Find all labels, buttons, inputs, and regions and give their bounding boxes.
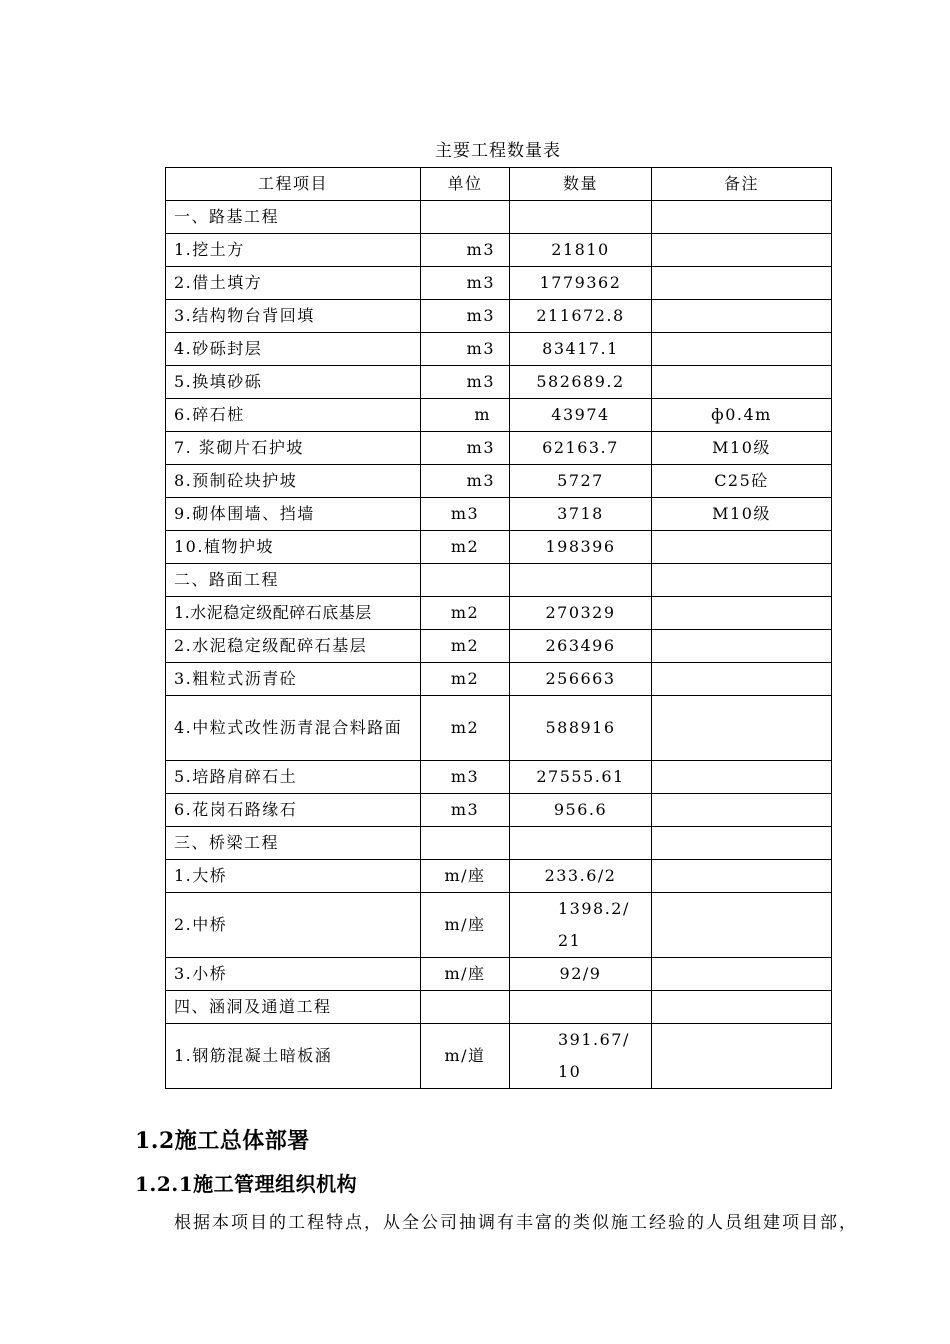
quantity-cell: 43974 [510,399,652,432]
table-row [166,234,832,267]
note-cell [652,1024,832,1089]
note-cell [652,300,832,333]
table-row [166,597,832,630]
note-cell [652,201,832,234]
unit-cell: m3 [421,267,510,300]
item-cell: 一、路基工程 [166,201,421,234]
note-cell: ф0.4m [652,399,832,432]
note-cell [652,630,832,663]
unit-cell: m2 [421,663,510,696]
table-row [166,366,832,399]
note-cell [652,366,832,399]
quantity-cell: 211672.8 [510,300,652,333]
item-cell: 4.中粒式改性沥青混合料路面 [166,696,421,761]
item-cell: 2.中桥 [166,893,421,958]
item-cell: 2.水泥稳定级配碎石基层 [166,630,421,663]
unit-cell: m/座 [421,958,510,991]
unit-cell: m3 [421,498,510,531]
column-header: 备注 [652,168,832,201]
note-cell [652,267,832,300]
quantity-cell [510,564,652,597]
quantity-cell: 27555.61 [510,761,652,794]
quantity-cell: 270329 [510,597,652,630]
quantity-cell: 21810 [510,234,652,267]
quantity-cell [510,201,652,234]
quantity-cell: 1398.2/21 [510,893,652,958]
table-row [166,465,832,498]
item-cell: 3.结构物台背回填 [166,300,421,333]
quantity-cell: 62163.7 [510,432,652,465]
note-cell: M10级 [652,432,832,465]
note-cell: M10级 [652,498,832,531]
item-cell: 3.粗粒式沥青砼 [166,663,421,696]
column-header: 工程项目 [166,168,421,201]
unit-cell: m3 [421,234,510,267]
table-row [166,333,832,366]
note-cell [652,958,832,991]
item-cell: 1.钢筋混凝土暗板涵 [166,1024,421,1089]
table-row [166,663,832,696]
item-cell: 7. 浆砌片石护坡 [166,432,421,465]
item-cell: 8.预制砼块护坡 [166,465,421,498]
unit-cell [421,827,510,860]
quantity-cell: 263496 [510,630,652,663]
unit-cell: m/座 [421,893,510,958]
unit-cell: m2 [421,531,510,564]
note-cell [652,663,832,696]
unit-cell: m2 [421,630,510,663]
table-row [166,991,832,1024]
item-cell: 10.植物护坡 [166,531,421,564]
note-cell [652,696,832,761]
item-cell: 2.借土填方 [166,267,421,300]
quantity-cell: 92/9 [510,958,652,991]
table-row [166,860,832,893]
note-cell [652,991,832,1024]
unit-cell: m3 [421,300,510,333]
note-cell [652,234,832,267]
unit-cell [421,201,510,234]
quantity-cell [510,827,652,860]
item-cell: 四、涵洞及通道工程 [166,991,421,1024]
column-header: 单位 [421,168,510,201]
unit-cell: m3 [421,432,510,465]
table-row [166,267,832,300]
table-row [166,827,832,860]
unit-cell: m/道 [421,1024,510,1089]
note-cell [652,761,832,794]
quantity-cell: 3718 [510,498,652,531]
item-cell: 6.碎石桩 [166,399,421,432]
unit-cell: m3 [421,794,510,827]
table-row [166,630,832,663]
item-cell: 1.水泥稳定级配碎石底基层 [166,597,421,630]
table-row [166,564,832,597]
quantity-cell: 582689.2 [510,366,652,399]
quantity-cell [510,991,652,1024]
table-row [166,893,832,958]
quantity-cell: 233.6/2 [510,860,652,893]
table-row [166,696,832,761]
note-cell [652,860,832,893]
unit-cell: m [421,399,510,432]
table-row [166,761,832,794]
table-row [166,498,832,531]
section-heading-1-2: 1.2施工总体部署 [135,1128,310,1154]
unit-cell: m3 [421,761,510,794]
unit-cell [421,564,510,597]
quantity-cell: 956.6 [510,794,652,827]
note-cell [652,531,832,564]
table-row [166,794,832,827]
quantity-cell: 5727 [510,465,652,498]
table-row [166,399,832,432]
table-row [166,432,832,465]
item-cell: 5.换填砂砾 [166,366,421,399]
note-cell: C25砼 [652,465,832,498]
note-cell [652,333,832,366]
table-row [166,300,832,333]
unit-cell: m2 [421,597,510,630]
quantity-cell: 391.67/10 [510,1024,652,1089]
unit-cell: m3 [421,366,510,399]
quantity-table [165,167,832,1089]
table-row [166,531,832,564]
note-cell [652,827,832,860]
note-cell [652,893,832,958]
table-row [166,201,832,234]
table-title: 主要工程数量表 [435,141,561,161]
item-cell: 1.挖土方 [166,234,421,267]
body-paragraph: 根据本项目的工程特点，从全公司抽调有丰富的类似施工经验的人员组建项目部， [174,1213,858,1233]
table-header-row [166,168,832,201]
quantity-cell: 198396 [510,531,652,564]
table-row [166,1024,832,1089]
section-heading-1-2-1: 1.2.1施工管理组织机构 [135,1172,358,1196]
quantity-cell: 1779362 [510,267,652,300]
note-cell [652,794,832,827]
quantity-cell: 83417.1 [510,333,652,366]
item-cell: 4.砂砾封层 [166,333,421,366]
column-header: 数量 [510,168,652,201]
item-cell: 6.花岗石路缘石 [166,794,421,827]
item-cell: 5.培路肩碎石土 [166,761,421,794]
item-cell: 9.砌体围墙、挡墙 [166,498,421,531]
item-cell: 三、桥梁工程 [166,827,421,860]
quantity-cell: 588916 [510,696,652,761]
unit-cell: m2 [421,696,510,761]
item-cell: 3.小桥 [166,958,421,991]
table-row [166,958,832,991]
unit-cell: m3 [421,333,510,366]
unit-cell: m3 [421,465,510,498]
unit-cell: m/座 [421,860,510,893]
note-cell [652,564,832,597]
item-cell: 1.大桥 [166,860,421,893]
note-cell [652,597,832,630]
item-cell: 二、路面工程 [166,564,421,597]
quantity-cell: 256663 [510,663,652,696]
unit-cell [421,991,510,1024]
